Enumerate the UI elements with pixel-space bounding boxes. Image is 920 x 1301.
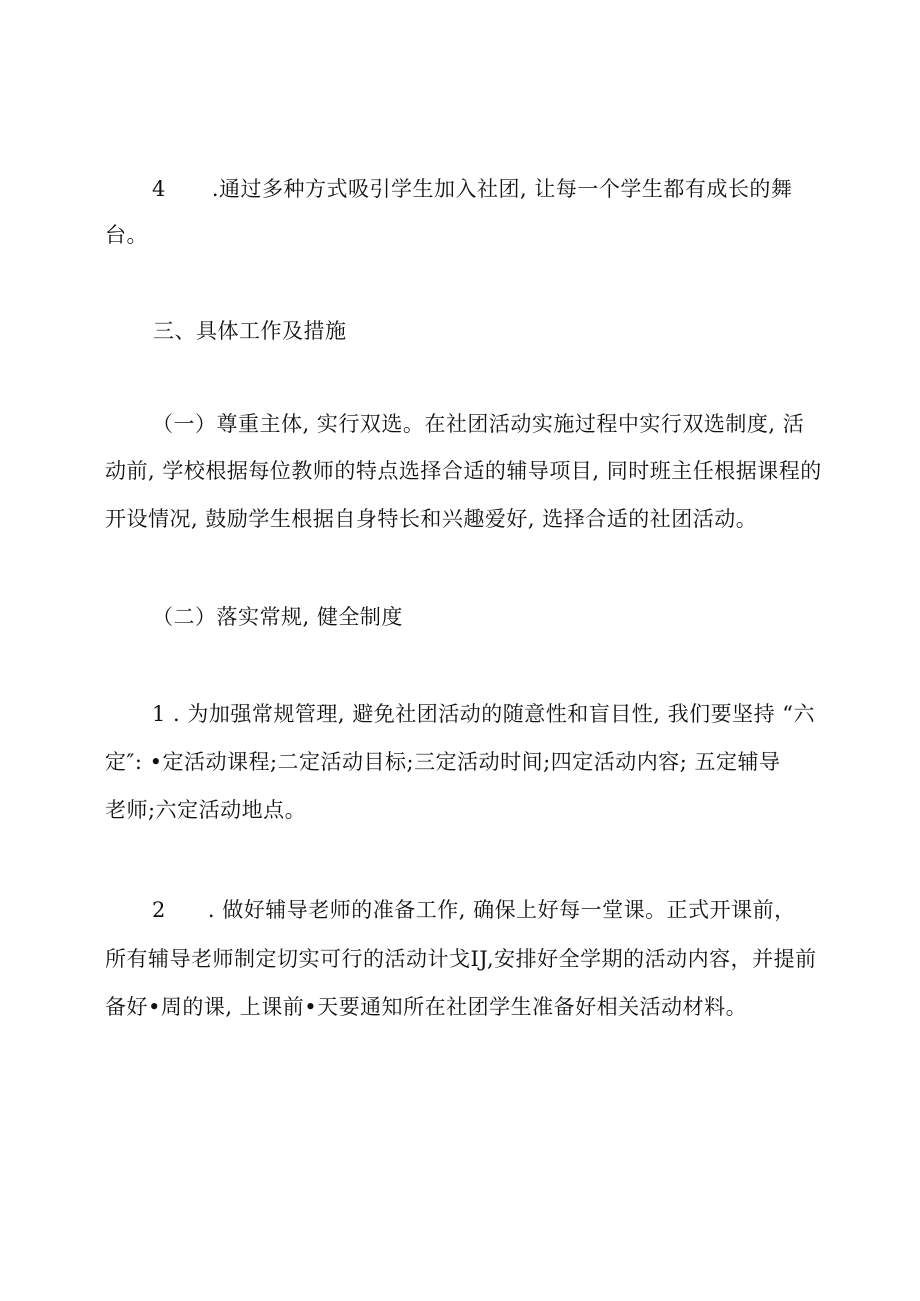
list-number: 4 bbox=[152, 177, 166, 201]
rule-2-line-2: 所有辅导老师制定切实可行的活动计戈IJ,安排好全学期的活动内容，并提前 bbox=[105, 947, 817, 971]
rule-1-line-3: 老师;六定活动地点。 bbox=[105, 798, 307, 822]
list-number: 2 bbox=[152, 898, 166, 922]
rule-1-line-2: 定″: •定活动课程;二定活动目标;三定活动时间;四定活动内容; 五定辅导 bbox=[105, 750, 781, 774]
rule-1-line-1: 1 . 为加强常规管理, 避免社团活动的随意性和盲目性, 我们要坚持 “六 bbox=[152, 702, 815, 726]
paragraph-1-line-1: （一）尊重主体, 实行双选。在社团活动实施过程中实行双选制度, 活 bbox=[152, 412, 805, 436]
rule-2-line-1 bbox=[152, 897, 796, 923]
section-heading-3: 三、具体工作及措施 bbox=[153, 319, 347, 343]
paragraph-text: . 做好辅导老师的准备工作, 确保上好每一堂课。正式开课前， bbox=[207, 898, 796, 922]
paragraph-text: .通过多种方式吸引学生加入社团, 让每一个学生都有成长的舞 bbox=[211, 177, 793, 201]
rule-2-line-3: 备好•周的课, 上课前•天要通知所在社团学生准备好相关活动材料。 bbox=[105, 995, 748, 1019]
paragraph-item-4-line-2: 台。 bbox=[105, 223, 148, 247]
sub-heading-2: （二）落实常规, 健全制度 bbox=[152, 605, 403, 629]
paragraph-item-4-line-1 bbox=[152, 176, 792, 202]
paragraph-1-line-2: 动前, 学校根据每位教师的特点选择合适的辅导项目, 同时班主任根据课程的 bbox=[105, 459, 822, 483]
paragraph-1-line-3: 开设情况, 鼓励学生根据自身特长和兴趣爱好, 选择合适的社团活动。 bbox=[105, 507, 758, 531]
